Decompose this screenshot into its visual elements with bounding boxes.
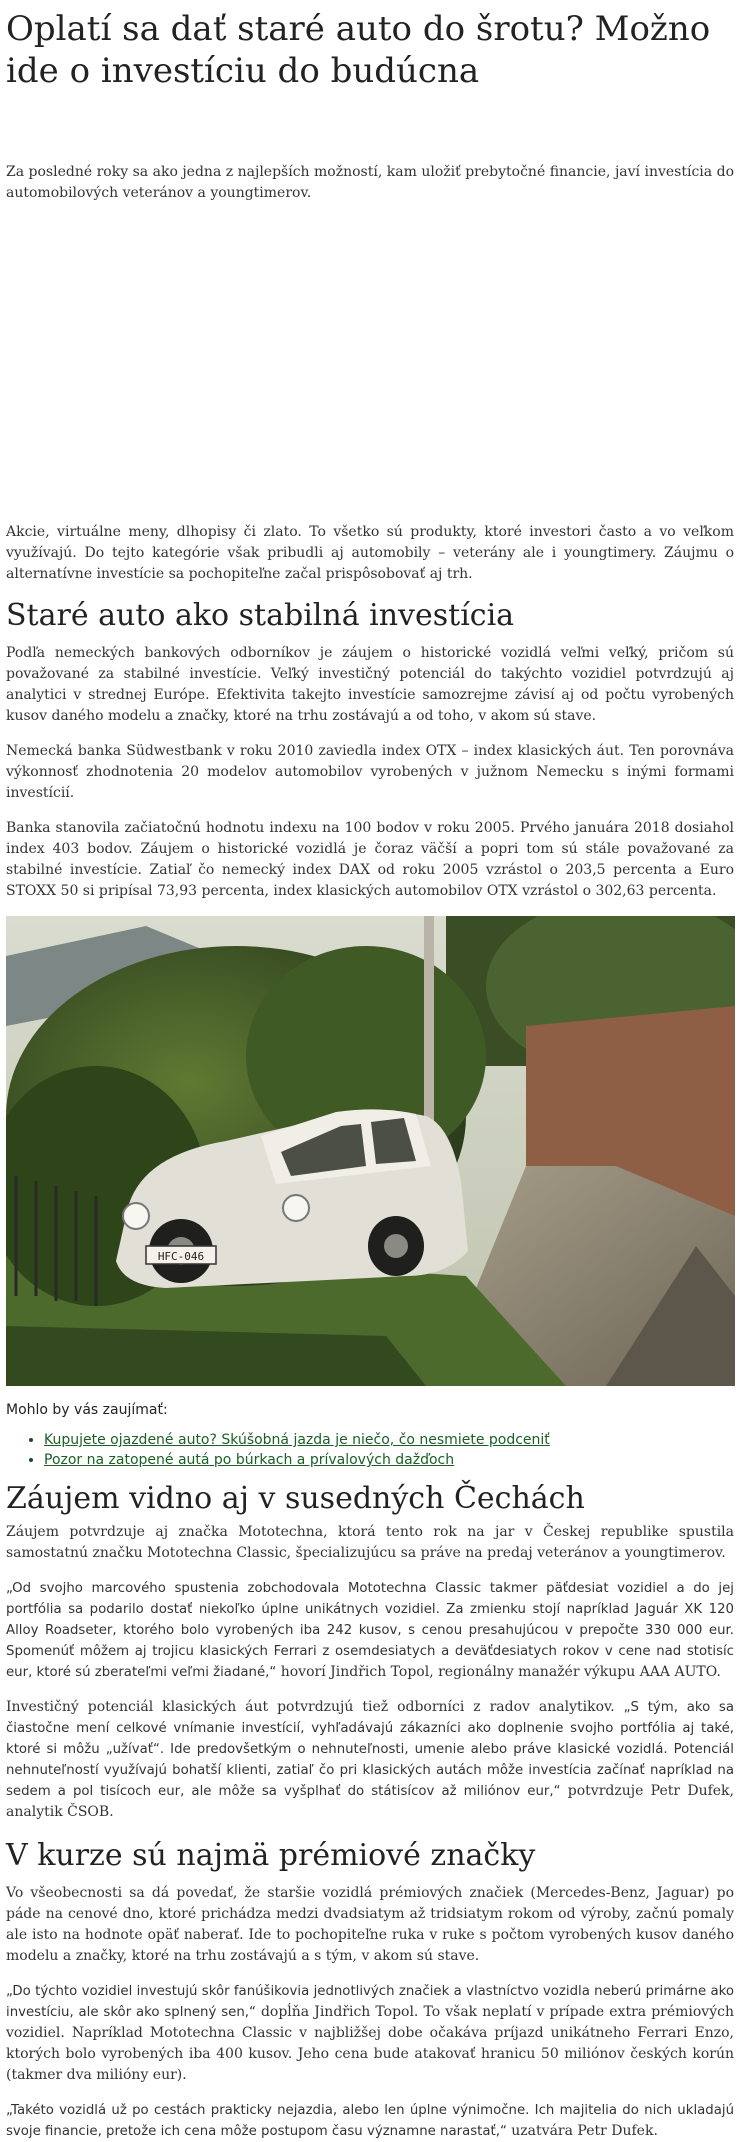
paragraph [6,1578,734,1683]
section-heading-premium: V kurze sú najmä prémiové značky [6,1838,536,1873]
paragraph: Podľa nemeckých bankových odborníkov je záujem o historické vozidlá veľmi veľký, pričom sú považované za stabilné investície. Veľký investičný potenciál do takýchto vozidiel potvrdzujú aj analytici v strednej Európe. Efektivita takejto investície samozrejme závisí aj od počtu vyrobených kusov daného modelu a značky, ktoré na trhu zostávajú a od toho, v akom sú stave. [6,645,734,724]
related-articles-label: Mohlo by vás zaujímať: [6,1402,168,1418]
paragraph [6,1697,734,1823]
related-articles-list [6,1430,734,1470]
quote-attribution: potvrdzuje Petr Dufek, analytik ČSOB. [6,1783,734,1820]
license-plate: HFC-046 [157,1250,205,1263]
paragraph: Vo všeobecnosti sa dá povedať, že staršie vozidlá prémiových značiek (Mercedes-Benz, Jaguar) po páde na cenové dno, ktoré prichádza medzi dvadsiatym až tridsiatym rokom od výroby, začnú pomaly ale isto na hodnote opäť naberať. Ide to pochopiteľne ruka v ruke s počtom vyrobených kusov daného modelu a značky, ktoré na trhu zostávajú a s tým, v akom sú stave. [6,1885,734,1964]
paragraph [6,2100,734,2142]
article [0,8,740,2142]
quote-attribution: hovorí Jindřich Topol, regionálny manažér výkupu AAA AUTO. [276,1664,721,1680]
quote: „S tým, ako sa čiastočne mení celkové vnímanie investícií, vyhľadávajú zákazníci ako doplnenie svojho portfólia aj také, ktoré si môžu „užívať“. Ide predovšetkým o nehnuteľnosti, umenie alebo práve klasické vozidlá. Potenciál nehnuteľností využívajú bohatší klienti, zatiaľ čo pri klasických autách môže investícia začínať napríklad na sedem a pol tisícoch eur, ale môže sa vyšplhať do státisícov až miliónov eur,“ [6,1700,734,1799]
quote: „Do týchto vozidiel investujú skôr fanúšikovia jednotlivých značiek a vlastníctvo vozidla neberú primárne ako investíciu, ale skôr ako splnený sen,“ [6,1984,734,2020]
section-heading-czech: Záujem vidno aj v susedných Čechách [6,1481,585,1516]
related-link-flooded-cars[interactable]: Pozor na zatopené autá po búrkach a prívalových dažďoch [44,1452,455,1468]
quote-attribution: dopĺňa Jindřich Topol. To však neplatí v prípade extra prémiových vozidiel. Napríklad Mototechna Classic v najbližšej dobe očakáva príjazd unikátneho Ferrari Enzo, ktorých bolo vyrobených iba 400 kusov. Jeho cena bude atakovať hranicu 50 miliónov českých korún (takmer dva milióny eur). [6,2004,734,2083]
ad-placeholder [6,204,734,522]
quote-attribution: uzatvára Petr Dufek. [506,2123,658,2139]
paragraph [6,1981,734,2086]
paragraph: Banka stanovila začiatočnú hodnotu indexu na 100 bodov v roku 2005. Prvého januára 2018 dosiahol index 403 bodov. Záujem o historické vozidlá je čoraz väčší a popri tom sú stále považované za stabilné investície. Zatiaľ čo nemecký index DAX od roku 2005 vzrástol o 203,5 percenta a Euro STOXX 50 si pripísal 73,93 percenta, index klasických automobilov OTX vzrástol o 302,63 percenta. [6,820,734,899]
article-photo-trabant [6,916,735,1386]
article-title: Oplatí sa dať staré auto do šrotu? Možno ide o investíciu do budúcna [6,9,711,91]
article-perex: Za posledné roky sa ako jedna z najlepších možností, kam uložiť prebytočné financie, javí investícia do automobilových veteránov a youngtimerov. [6,164,734,201]
quote: „Od svojho marcového spustenia zobchodovala Mototechna Classic takmer päťdesiat vozidiel a do jej portfólia sa podarilo dostať niekoľko úplne unikátnych vozidiel. Za zmienku stojí napríklad Jaguár XK 120 Alloy Roadseter, ktorého bolo vyrobených iba 242 kusov, s cenou presahujúcou v prepočte 330 000 eur. Spomenúť môžem aj trojicu klasických Ferrari z osemdesiatych a deväťdesiatych rokov v cene nad stotisíc eur, ktoré sú zberateľmi veľmi žiadané,“ [6,1581,734,1680]
paragraph: Nemecká banka Südwestbank v roku 2010 zaviedla index OTX – index klasických áut. Ten porovnáva výkonnosť zhodnotenia 20 modelov automobilov vyrobených v južnom Nemecku s inými formami investícií. [6,743,734,801]
section-heading-stable: Staré auto ako stabilná investícia [6,598,515,633]
quote: „Takéto vozidlá už po cestách prakticky nejazdia, alebo len úplne výnimočne. Ich majitelia do nich ukladajú svoje financie, pretože ich cena môže postupom času významne narastať,“ [6,2103,734,2139]
related-link-used-car[interactable]: Kupujete ojazdené auto? Skúšobná jazda je niečo, čo nesmiete podceniť [44,1432,550,1448]
list-item [44,1430,734,1450]
paragraph-lead: Investičný potenciál klasických áut potvrdzujú tiež odborníci z radov analytikov. [6,1699,624,1715]
list-item [44,1450,734,1470]
paragraph: Záujem potvrdzuje aj značka Mototechna, ktorá tento rok na jar v Českej republike spustila samostatnú značku Mototechna Classic, špecializujúcu sa práve na predaj veteránov a youngtimerov. [6,1524,734,1561]
article-intro: Akcie, virtuálne meny, dlhopisy či zlato. To všetko sú produkty, ktoré investori často a vo veľkom využívajú. Do tejto kategórie však pribudli aj automobily – veterány ale i youngtimery. Záujmu o alternatívne investície sa pochopiteľne začal prispôsobovať aj trh. [6,524,734,582]
